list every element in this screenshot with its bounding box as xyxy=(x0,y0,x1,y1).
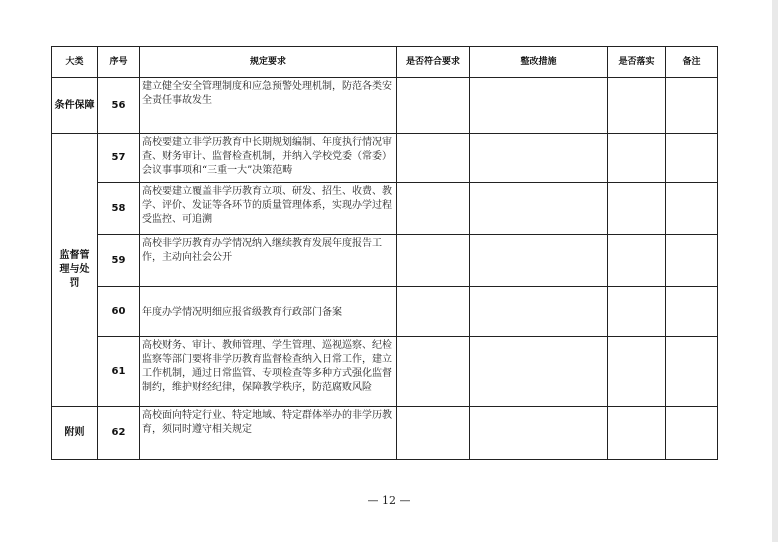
table-row xyxy=(52,407,718,460)
header-requirement: 规定要求 xyxy=(140,47,397,78)
remarks-cell[interactable] xyxy=(666,287,718,337)
header-remarks: 备注 xyxy=(666,47,718,78)
remarks-cell[interactable] xyxy=(666,407,718,460)
header-compliant: 是否符合要求 xyxy=(397,47,470,78)
row-number: 58 xyxy=(98,183,140,235)
category-cell: 附则 xyxy=(52,407,98,460)
compliant-cell[interactable] xyxy=(397,235,470,287)
rectification-cell[interactable] xyxy=(470,337,608,407)
header-category: 大类 xyxy=(52,47,98,78)
implemented-cell[interactable] xyxy=(608,235,666,287)
remarks-cell[interactable] xyxy=(666,134,718,183)
table-row xyxy=(52,78,718,134)
header-rectification: 整改措施 xyxy=(470,47,608,78)
table-row xyxy=(52,235,718,287)
implemented-cell[interactable] xyxy=(608,134,666,183)
rectification-cell[interactable] xyxy=(470,287,608,337)
remarks-cell[interactable] xyxy=(666,78,718,134)
rectification-cell[interactable] xyxy=(470,407,608,460)
row-number: 60 xyxy=(98,287,140,337)
implemented-cell[interactable] xyxy=(608,337,666,407)
remarks-cell[interactable] xyxy=(666,235,718,287)
requirement-text: 建立健全安全管理制度和应急预警处理机制，防范各类安全责任事故发生 xyxy=(140,78,397,134)
remarks-cell[interactable] xyxy=(666,183,718,235)
compliant-cell[interactable] xyxy=(397,337,470,407)
table-row xyxy=(52,337,718,407)
compliant-cell[interactable] xyxy=(397,134,470,183)
requirement-text: 年度办学情况明细应报省级教育行政部门备案 xyxy=(140,287,397,337)
implemented-cell[interactable] xyxy=(608,78,666,134)
category-cell: 条件保障 xyxy=(52,78,98,134)
rectification-cell[interactable] xyxy=(470,78,608,134)
rectification-cell[interactable] xyxy=(470,183,608,235)
implemented-cell[interactable] xyxy=(608,287,666,337)
page-number: — 12 — xyxy=(367,494,411,507)
table-row xyxy=(52,134,718,183)
rectification-cell[interactable] xyxy=(470,134,608,183)
requirement-text: 高校面向特定行业、特定地域、特定群体举办的非学历教育，须同时遵守相关规定 xyxy=(140,407,397,460)
compliant-cell[interactable] xyxy=(397,78,470,134)
table-row xyxy=(52,287,718,337)
requirement-text: 高校要建立非学历教育中长期规划编制、年度执行情况审查、财务审计、监督检查机制，并纳入学校党委（常委）会议事事项和“三重一大”决策范畴 xyxy=(140,134,397,183)
remarks-cell[interactable] xyxy=(666,337,718,407)
requirement-text: 高校非学历教育办学情况纳入继续教育发展年度报告工作，主动向社会公开 xyxy=(140,235,397,287)
table-header-row xyxy=(52,47,718,78)
compliant-cell[interactable] xyxy=(397,407,470,460)
category-cell: 监督管理与处罚 xyxy=(52,134,98,407)
compliant-cell[interactable] xyxy=(397,183,470,235)
requirements-table xyxy=(51,46,718,460)
row-number: 61 xyxy=(98,337,140,407)
header-number: 序号 xyxy=(98,47,140,78)
row-number: 59 xyxy=(98,235,140,287)
implemented-cell[interactable] xyxy=(608,407,666,460)
rectification-cell[interactable] xyxy=(470,235,608,287)
requirement-text: 高校财务、审计、教师管理、学生管理、巡视巡察、纪检监察等部门要将非学历教育监督检查纳入日常工作，建立工作机制，通过日常监管、专项检查等多种方式强化监督制约，维护财经纪律，保障教学秩序，防范腐败风险 xyxy=(140,337,397,407)
row-number: 57 xyxy=(98,134,140,183)
implemented-cell[interactable] xyxy=(608,183,666,235)
header-implemented: 是否落实 xyxy=(608,47,666,78)
row-number: 62 xyxy=(98,407,140,460)
row-number: 56 xyxy=(98,78,140,134)
page-edge xyxy=(772,0,778,542)
compliant-cell[interactable] xyxy=(397,287,470,337)
requirement-text: 高校要建立覆盖非学历教育立项、研发、招生、收费、教学、评价、发证等各环节的质量管理体系，实现办学过程受监控、可追溯 xyxy=(140,183,397,235)
table-row xyxy=(52,183,718,235)
